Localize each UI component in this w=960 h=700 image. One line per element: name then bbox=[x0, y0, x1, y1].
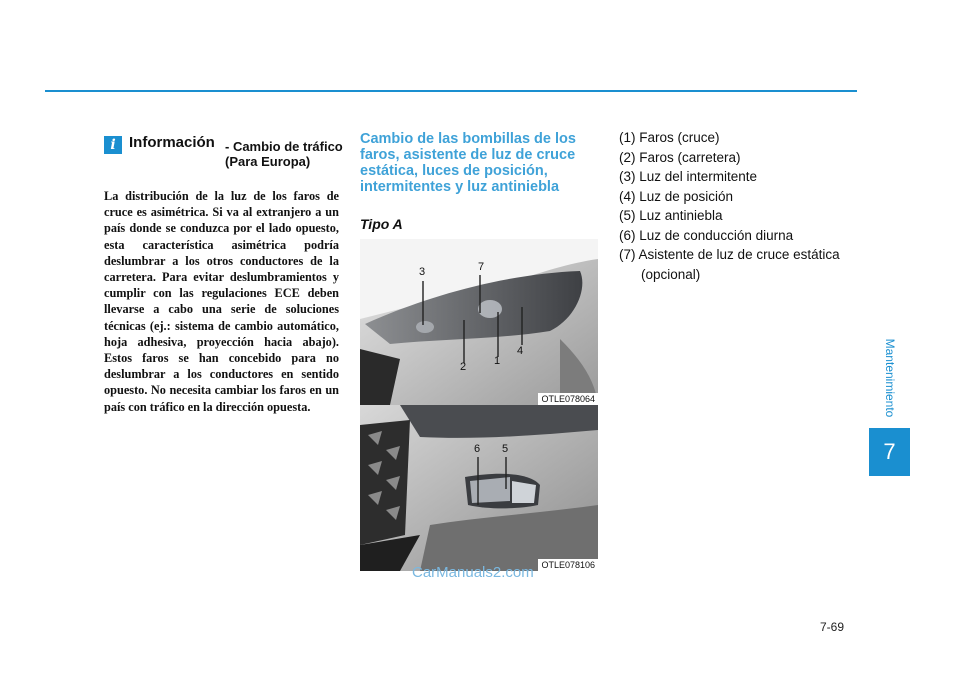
list-item: (5) Luz antiniebla bbox=[619, 208, 723, 223]
page-number: 7-69 bbox=[820, 620, 845, 634]
header-rule bbox=[45, 90, 857, 92]
callout-1: 1 bbox=[494, 355, 501, 367]
list-item: (2) Faros (carretera) bbox=[619, 149, 741, 165]
section-name: Mantenimiento bbox=[883, 338, 897, 418]
figure-code: OTLE078106 bbox=[538, 559, 598, 571]
info-icon: i bbox=[104, 136, 122, 154]
info-body: La distribución de la luz de los faros de cruce es asimétrica. Si va al extranjero a un país donde se conduzca por el lado opuesto, esta característica asimétrica podría deslumbrar a los otros conductores de la carretera. Para evitar deslumbramientos y cumplir con las regulaciones ECE deben llevarse a cabo una serie de soluciones técnicas (ej.: sistema de cambio automático, hoja adhesiva, proyección hacia abajo). Estos faros se han concebido para no deslumbrar a los conductores en sentido opuesto. No necesita cambiar los faros en un país con tráfico en la dirección opuesta. bbox=[104, 189, 339, 414]
list-item: (3) Luz del intermitente bbox=[619, 169, 758, 184]
foglamp-photo bbox=[360, 405, 598, 571]
list-item: (1) Faros (cruce) bbox=[619, 130, 720, 145]
callout-6: 6 bbox=[474, 443, 481, 455]
info-subtitle: - Cambio de tráfico (Para Europa) bbox=[225, 139, 343, 169]
list-item: (7) Asistente de luz de cruce estática (opcional) bbox=[619, 247, 840, 282]
section-side-label bbox=[870, 338, 910, 418]
headlamp-photo bbox=[360, 239, 598, 405]
callout-7: 7 bbox=[478, 261, 485, 273]
list-item: (6) Luz de conducción diurna bbox=[619, 227, 794, 243]
callout-3: 3 bbox=[419, 266, 426, 278]
legend-list bbox=[619, 128, 859, 284]
type-label: Tipo A bbox=[360, 216, 403, 232]
callout-2: 2 bbox=[460, 361, 467, 373]
foglamp-illustration bbox=[360, 405, 598, 571]
callout-4: 4 bbox=[517, 345, 524, 357]
info-title: Información bbox=[129, 134, 215, 151]
section-title: Cambio de las bombillas de los faros, asistente de luz de cruce estática, luces de posición, intermitentes y luz antiniebla bbox=[360, 131, 576, 195]
list-item: (4) Luz de posición bbox=[619, 188, 734, 204]
watermark: CarManuals2.com bbox=[412, 564, 534, 581]
callout-5: 5 bbox=[502, 443, 509, 455]
figure-code: OTLE078064 bbox=[538, 393, 598, 405]
chapter-number-tab: 7 bbox=[869, 428, 910, 476]
